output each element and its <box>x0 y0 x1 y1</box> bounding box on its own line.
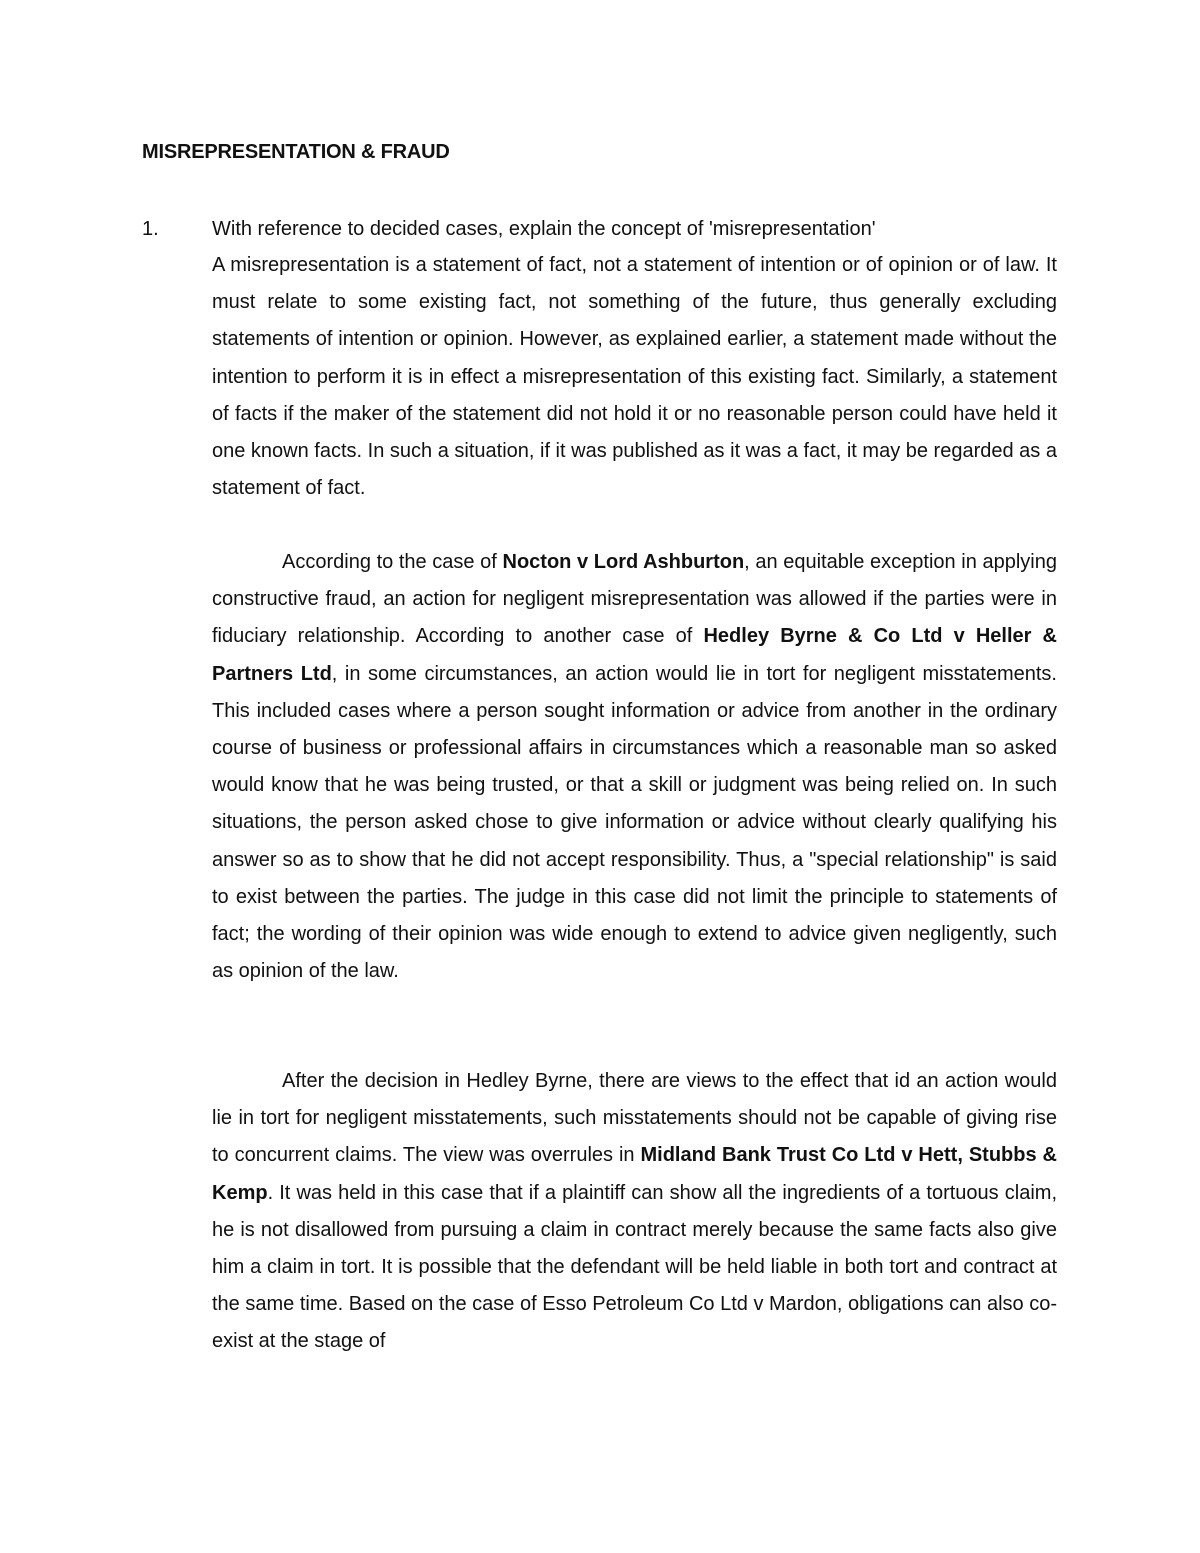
paragraph-text: . It was held in this case that if a plaintiff can show all the ingredients of a tortuous claim, he is not disallowed from pursuing a claim in contract merely because the same facts also give him a claim in tort. It is possible that the defendant will be held liable in both tort and contract at the same time. Based on the case of Esso Petroleum Co Ltd v Mardon, obligations can also co-exist at the stage of <box>212 1181 1057 1353</box>
paragraph-2 <box>212 544 1057 990</box>
paragraph-text: A misrepresentation is a statement of fact, not a statement of intention or of opinion or of law. It must relate to some existing fact, not something of the future, thus generally excluding statements of intention or opinion. However, as explained earlier, a statement made without the intention to perform it is in effect a misrepresentation of this existing fact. Similarly, a statement of facts if the maker of the statement did not hold it or no reasonable person could have held it one known facts. In such a situation, if it was published as it was a fact, it may be regarded as a statement of fact. <box>212 254 1057 500</box>
question-number: 1. <box>142 218 159 240</box>
paragraph-text: After the decision in Hedley Byrne, there are views to the effect that id an action would lie in tort for negligent misstatements, such misstatements should not be capable of giving rise to concurrent claims. The view was overrules in <box>212 1070 1057 1167</box>
case-name-midland-bank: Midland Bank Trust Co Ltd v Hett, Stubbs & Kemp <box>212 1144 1057 1204</box>
paragraph-text: According to the case of <box>282 551 503 573</box>
paragraph-1 <box>212 247 1057 507</box>
case-name-hedley-byrne: Hedley Byrne & Co Ltd v Heller & Partners Ltd <box>212 625 1057 685</box>
case-name-nocton: Nocton v Lord Ashburton <box>502 551 745 573</box>
document-title: MISREPRESENTATION & FRAUD <box>142 141 450 163</box>
paragraph-text: , an equitable exception in applying constructive fraud, an action for negligent misrepresentation was allowed if the parties were in fiduciary relationship. According to another case of <box>212 551 1057 648</box>
paragraph-text: , in some circumstances, an action would lie in tort for negligent misstatements. This included cases where a person sought information or advice from another in the ordinary course of business or professional affairs in circumstances which a reasonable man so asked would know that he was being trusted, or that a skill or judgment was being relied on. In such situations, the person asked chose to give information or advice without clearly qualifying his answer so as to show that he did not accept responsibility. Thus, a "special relationship" is said to exist between the parties. The judge in this case did not limit the principle to statements of fact; the wording of their opinion was wide enough to extend to advice given negligently, such as opinion of the law. <box>212 662 1057 983</box>
paragraph-3 <box>212 1063 1057 1361</box>
question-heading: With reference to decided cases, explain the concept of 'misrepresentation' <box>212 218 876 240</box>
